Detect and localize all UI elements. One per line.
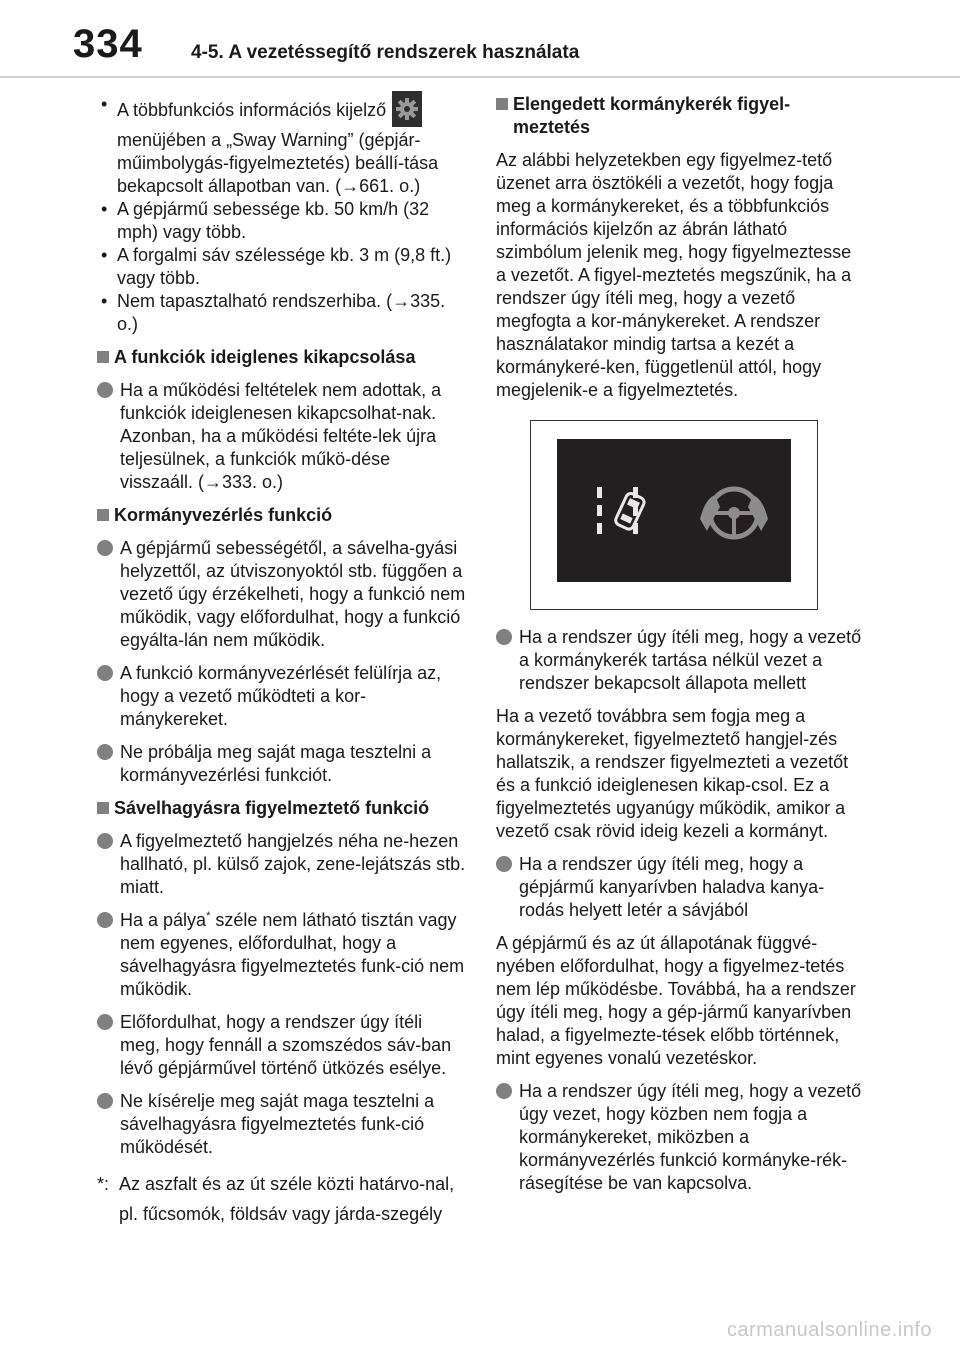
header-rule — [0, 76, 960, 78]
list-item: Ha a rendszer úgy ítéli meg, hogy a vezető úgy vezet, hogy közben nem fogja a kormánykereket, miközben a kormányvezérlés funkció kormányke-rék-rásegítése be van kapcsolva. — [496, 1080, 866, 1195]
page-number: 334 — [73, 22, 143, 66]
section-heading: Sávelhagyásra figyelmeztető funkció — [97, 797, 467, 820]
settings-icon — [392, 91, 422, 127]
chapter-title: 4-5. A vezetéssegítő rendszerek használata — [191, 42, 580, 63]
conditions-list — [97, 93, 467, 336]
list-item: Ne kísérelje meg saját maga tesztelni a sávelhagyásra figyelmeztetés funk-ció működését. — [97, 1090, 467, 1159]
list-item: Ha a rendszer úgy ítéli meg, hogy a vezető a kormánykerék tartása nélkül vezet a rendszer bekapcsolt állapota mellett — [496, 626, 866, 695]
list-item: Ha a rendszer úgy ítéli meg, hogy a gépjármű kanyarívben haladva kanya-rodás helyett letér a sávjából — [496, 853, 866, 922]
header-bar — [0, 0, 960, 78]
list-item-text: széle nem látható tisztán vagy nem egyenes, előfordulhat, hogy a sávelhagyásra figyelmeztetés funk-ció nem működik. — [120, 910, 465, 999]
warning-figure — [530, 420, 818, 610]
section-heading: A funkciók ideiglenes kikapcsolása — [97, 346, 467, 369]
list-item-text: Ha a pálya — [120, 910, 207, 930]
footnote-reference: * — [206, 910, 211, 922]
condition-text: A többfunkciós információs kijelző — [117, 99, 387, 120]
list-item: Előfordulhat, hogy a rendszer úgy ítéli meg, hogy fennáll a szomszédos sáv-ban lévő gépjárművel történő ütközés esélye. — [97, 1011, 467, 1080]
hands-on-wheel-icon — [700, 489, 768, 537]
condition-item: • A forgalmi sáv szélessége kb. 3 m (9,8 ft.) vagy több. — [97, 244, 467, 290]
list-item: A gépjármű sebességétől, a sávelha-gyási helyzettől, az útviszonyoktól stb. függően a vezető úgy érzékelheti, hogy a funkció nem működik, vagy előfordulhat, hogy a funkció egyálta-lán nem működik. — [97, 537, 467, 652]
paragraph: A gépjármű és az út állapotának függvé-nyében előfordulhat, hogy a figyelmez-tetés nem lép működésbe. Továbbá, ha a rendszer úgy ítéli meg, hogy a gép-jármű kanyarívben halad, a figyelmezte-tések előbb történnek, mint egyenes vonalú vezetéskor. — [496, 933, 856, 1068]
display-screen — [557, 439, 791, 582]
condition-item: • A gépjármű sebessége kb. 50 km/h (32 mph) vagy több. — [97, 198, 467, 244]
footnote-mark: *: — [97, 1174, 110, 1194]
page-header — [0, 0, 960, 78]
condition-item — [97, 93, 467, 198]
list-item: A figyelmeztető hangjelzés néha ne-hezen hallható, pl. külső zajok, zene-lejátszás stb. miatt. — [97, 830, 467, 899]
right-column — [496, 93, 866, 1205]
paragraph: Az alábbi helyzetekben egy figyelmez-tető üzenet arra ösztökéli a vezetőt, hogy fogja meg a kormánykereket, és a többfunkciós információs kijelzőn az ábrán látható szimbólum jelenik meg, hogy figyelmeztesse a vezetőt. A figyel-meztetés megszűnik, ha a rendszer úgy ítéli meg, hogy a vezető megfogta a kor-mánykereket. A rendszer használatakor mindig tartsa a kezét a kormánykeré-ken, függetlenül attól, hogy megjelenik-e a figyelmeztetés. — [496, 150, 852, 400]
condition-text: menüjében a „Sway Warning” (gépjár-műimbolygás-figyelmeztetés) beállí-tása bekapcsolt állapotban van. (→661. o.) — [117, 130, 439, 196]
list-item: A funkció kormányvezérlését felülírja az, hogy a vezető működteti a kor-mánykereket. — [97, 662, 467, 731]
list-item: Ha a működési feltételek nem adottak, a funkciók ideiglenesen kikapcsolhat-nak. Azonban, ha a működési feltéte-lek újra teljesülnek, a funkciók műkö-dése visszaáll. (→333. o.) — [97, 379, 467, 494]
lane-departure-icon — [597, 487, 646, 534]
list-item: Ne próbálja meg saját maga tesztelni a kormányvezérlési funkciót. — [97, 741, 467, 787]
paragraph: Ha a vezető továbbra sem fogja meg a kormánykereket, figyelmeztető hangjel-zés hallatszik, a rendszer figyelmezteti a vezetőt és a funkció ideiglenesen kikap-csol. Ez a figyelmeztetés ugyanúgy működik, amikor a vezető csak rövid ideig kezeli a kormányt. — [496, 706, 849, 841]
watermark: carmanualsonline.info — [726, 1319, 932, 1341]
footnote — [97, 1169, 467, 1229]
left-column — [97, 93, 467, 1229]
list-item — [97, 909, 467, 1001]
section-heading: Elengedett kormánykerék figyel-meztetés — [496, 93, 866, 139]
section-heading: Kormányvezérlés funkció — [97, 504, 467, 527]
condition-item: • Nem tapasztalható rendszerhiba. (→335. o.) — [97, 290, 467, 336]
footnote-text: Az aszfalt és az út széle közti határvo-nal, pl. fűcsomók, földsáv vagy járda-szegély — [119, 1174, 455, 1224]
